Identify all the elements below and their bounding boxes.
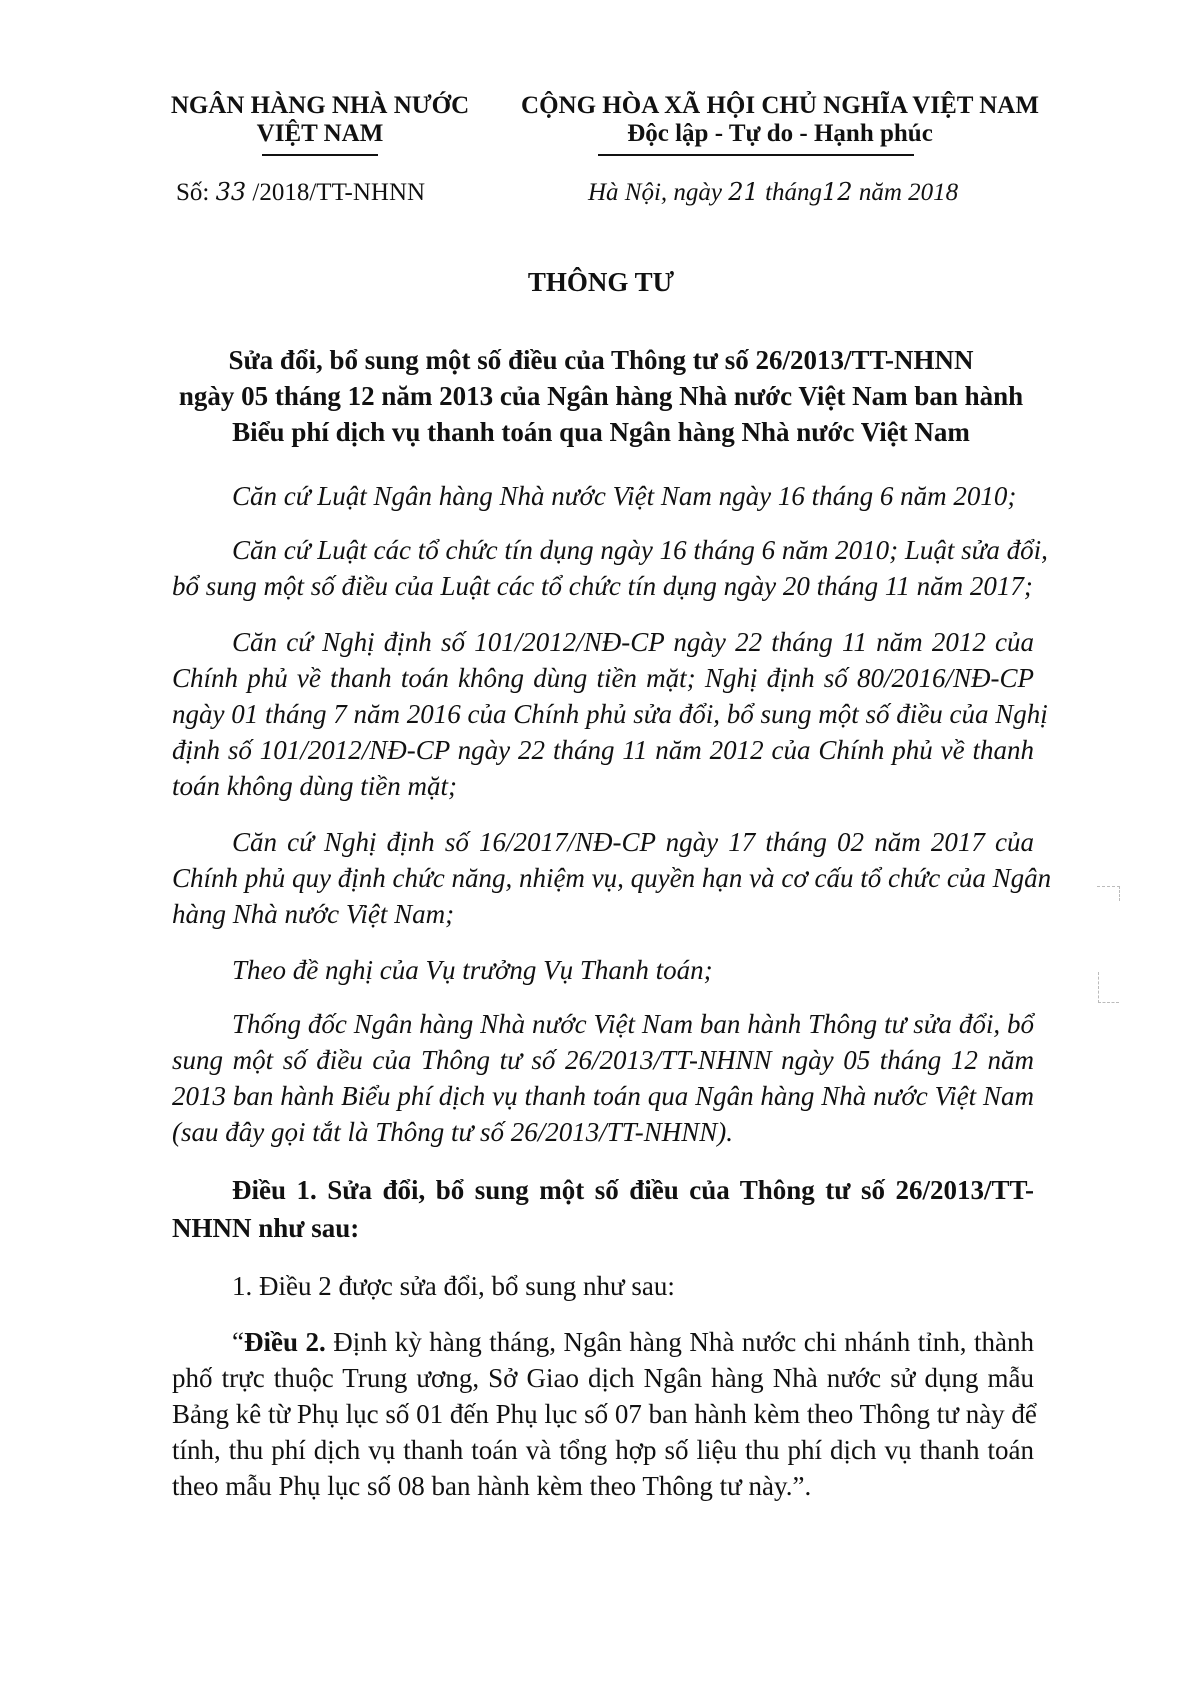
preamble-line: ngày 01 tháng 7 năm 2016 của Chính phủ sửa đổi, bổ sung một số điều của Nghị [172, 699, 1048, 729]
preamble-line: Căn cứ Nghị định số 101/2012/NĐ-CP ngày 22 tháng 11 năm 2012 của [232, 627, 1034, 657]
preamble-line: Căn cứ Nghị định số 16/2017/NĐ-CP ngày 17 tháng 02 năm 2017 của [232, 827, 1034, 857]
article-heading: Điều 1. Sửa đổi, bổ sung một số điều của Thông tư số 26/2013/TT- [232, 1175, 1034, 1205]
document-number [176, 178, 425, 207]
date-year: năm 2018 [858, 179, 959, 206]
preamble-line: (sau đây gọi tắt là Thông tư số 26/2013/TT-NHNN). [172, 1117, 734, 1147]
article-item: 1. Điều 2 được sửa đổi, bổ sung như sau: [232, 1271, 675, 1301]
quote-article-ref: Điều 2. [243, 1327, 326, 1357]
date-month-label: tháng [765, 179, 823, 206]
nation-name: CỘNG HÒA XÃ HỘI CHỦ NGHĨA VIỆT NAM [521, 92, 1039, 119]
preamble-line: toán không dùng tiền mặt; [172, 771, 457, 801]
preamble-line: hàng Nhà nước Việt Nam; [172, 899, 455, 929]
subject-line: Sửa đổi, bổ sung một số điều của Thông tư số 26/2013/TT-NHNN [228, 345, 974, 375]
article-quote-line: Bảng kê từ Phụ lục số 01 đến Phụ lục số 07 ban hành kèm theo Thông tư này để [172, 1399, 1037, 1429]
subject-line: ngày 05 tháng 12 năm 2013 của Ngân hàng Nhà nước Việt Nam ban hành [178, 381, 1024, 411]
document-type: THÔNG TƯ [527, 267, 675, 297]
date-prefix: Hà Nội, ngày [588, 179, 723, 206]
article-quote-line: phố trực thuộc Trung ương, Sở Giao dịch Ngân hàng Nhà nước sử dụng mẫu [172, 1363, 1034, 1393]
date-day: 21 [728, 178, 759, 206]
preamble-line: bổ sung một số điều của Luật các tổ chức tín dụng ngày 20 tháng 11 năm 2017; [172, 571, 1033, 601]
preamble-line: 2013 ban hành Biểu phí dịch vụ thanh toán qua Ngân hàng Nhà nước Việt Nam [172, 1081, 1034, 1111]
article-quote-line: tính, thu phí dịch vụ thanh toán và tổng hợp số liệu thu phí dịch vụ thanh toán [172, 1435, 1034, 1465]
national-motto: Độc lập - Tự do - Hạnh phúc [627, 120, 933, 147]
article-quote-line [232, 1324, 1034, 1360]
preamble-line: Căn cứ Luật Ngân hàng Nhà nước Việt Nam ngày 16 tháng 6 năm 2010; [232, 481, 1017, 511]
scan-artifact [1098, 972, 1119, 1003]
number-suffix: /2018/TT-NHNN [252, 179, 426, 206]
preamble-line: Căn cứ Luật các tổ chức tín dụng ngày 16 tháng 6 năm 2010; Luật sửa đổi, [232, 535, 1048, 565]
preamble-line: Chính phủ về thanh toán không dùng tiền mặt; Nghị định số 80/2016/NĐ-CP [172, 663, 1034, 693]
agency-name-line2: VIỆT NAM [256, 120, 384, 147]
quote-text: Định kỳ hàng tháng, Ngân hàng Nhà nước chi nhánh tỉnh, thành [325, 1327, 1034, 1357]
preamble-line: Thống đốc Ngân hàng Nhà nước Việt Nam ban hành Thông tư sửa đổi, bổ [232, 1009, 1034, 1039]
date-month: 12 [822, 178, 853, 206]
preamble-line: sung một số điều của Thông tư số 26/2013/TT-NHNN ngày 05 tháng 12 năm [172, 1045, 1034, 1075]
preamble-line: định số 101/2012/NĐ-CP ngày 22 tháng 11 năm 2012 của Chính phủ về thanh [172, 735, 1034, 765]
preamble-line: Theo đề nghị của Vụ trưởng Vụ Thanh toán; [232, 955, 713, 985]
scan-artifact [1097, 886, 1120, 901]
preamble-line: Chính phủ quy định chức năng, nhiệm vụ, quyền hạn và cơ cấu tổ chức của Ngân [172, 863, 1052, 893]
number-handwritten: 33 [215, 178, 247, 206]
article-quote-line: theo mẫu Phụ lục số 08 ban hành kèm theo Thông tư này.”. [172, 1471, 812, 1501]
motto-underline [598, 154, 914, 156]
issue-date [588, 178, 958, 207]
article-heading: NHNN như sau: [172, 1213, 360, 1243]
subject-line: Biểu phí dịch vụ thanh toán qua Ngân hàng Nhà nước Việt Nam [232, 417, 970, 447]
agency-underline [262, 154, 378, 156]
quote-open: “ [232, 1327, 244, 1357]
agency-name-line1: NGÂN HÀNG NHÀ NƯỚC [170, 92, 470, 119]
number-prefix: Số: [176, 179, 210, 206]
